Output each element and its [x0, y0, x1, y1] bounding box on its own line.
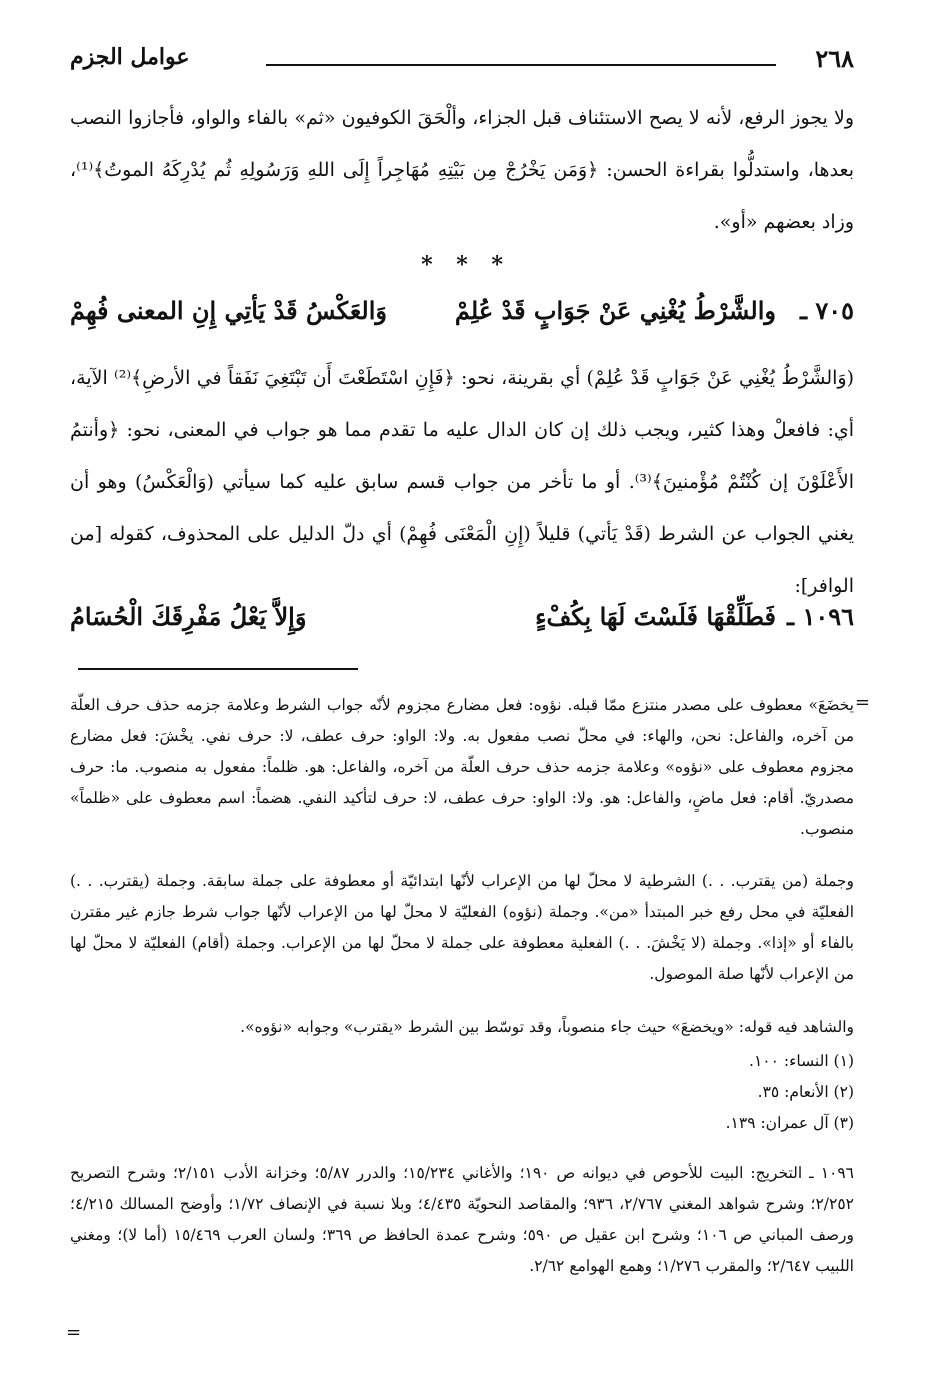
verse-hemistich-1: فَطَلِّقْهَا فَلَسْتَ لَهَا بِكُفْءٍ [535, 602, 776, 631]
verse-number: ١٠٩٦ ـ [787, 602, 854, 631]
header-rule [266, 64, 776, 66]
footnote-takhrij: ١٠٩٦ ـ التخريج: البيت للأحوص في ديوانه ص ١٩٠؛ والأغاني ١٥/٢٣٤؛ والدرر ٥/٨٧؛ وخزانة الأدب ٢/١٥١؛ وشرح التصريح ٢/٢٥٢؛ وشرح شواهد المغني ٢/٧٦٧، ٩٣٦؛ والمقاصد النحويّة ٤/٤٣٥؛ وبلا نسبة في الإنصاف ١/٧٢؛ وأوضح المسالك ٤/٢١٥؛ ورصف المباني ص ١٠٦؛ وشرح ابن عقيل ص ٥٩٠؛ وشرح عمدة الحافظ ص ٣٦٩؛ ولسان العرب ١٥/٤٦٩ (أما لا)؛ ومغني اللبيب ٢/٦٤٧؛ والمقرب ١/٢٧٦؛ وهمع الهوامع ٢/٦٢. [70, 1164, 855, 1275]
running-title: عوامل الجزم [70, 44, 190, 70]
verse-1096 [70, 602, 854, 646]
verse-hemistich-1: والشَّرْطُ يُغْنِي عَنْ جَوَابٍ قَدْ عُلِمْ [454, 296, 776, 325]
footnote-ref-2: (٢) الأنعام: ٣٥. [757, 1083, 854, 1101]
footnote-rule [78, 668, 358, 670]
verse-705 [70, 296, 854, 340]
top-paragraph: ولا يجوز الرفع، لأنه لا يصح الاستئناف قبل الجزاء، وألْحَقَ الكوفيون «ثم» بالفاء والواو، فأجازوا النصب بعدها، واستدلُّوا بقراءة الحسن: ﴿وَمَن يَخْرُجْ مِن بَيْتِهِ مُهَاجِراً إِلَى اللهِ وَرَسُولِهِ ثُم يُدْرِكَهُ الموتُ﴾⁽¹⁾، وزاد بعضهم «أو». [70, 107, 854, 233]
commentary-paragraph: (وَالشَّرْطُ يُغْنِي عَنْ جَوَابٍ قَدْ عُلِمْ) أي بقرينة، نحو: ﴿فَإِنِ اسْتَطَعْتَ أَن تَبْتَغِيَ نَفَقاً في الأرضِ﴾⁽²⁾ الآية، أي: فافعلْ وهذا كثير، ويجب ذلك إن كان الدال عليه ما تقدم مما هو جواب في المعنى، نحو: ﴿وأنتمُ الأَعْلَوْنَ إن كُنْتُمْ مُؤْمنينَ﴾⁽³⁾. أو ما تأخر من جواب قسم سابق عليه كما سيأتي (وَالْعَكْسُ) وهو أن يغني الجواب عن الشرط (قَدْ يَأتي) قليلاً (إِنِ الْمَعْنَى فُهِمْ) أي دلّ الدليل على المحذوف، كقوله [من الوافر]: [70, 367, 854, 597]
end-mark: = [66, 1322, 82, 1343]
footnote-witness: والشاهد فيه قوله: «ويخضعَ» حيث جاء منصوباً، وقد توسّط بين الشرط «يقترب» وجوابه «نؤوه». [240, 1018, 854, 1036]
footnote-sentences: وجملة (من يقترب. . .) الشرطية لا محلّ لها من الإعراب لأنّها ابتدائيّة أو معطوفة على جملة سابقة. وجملة (يقترب. . .) الفعليّة في محل رفع خبر المبتدأ «من». وجملة (نؤوه) الفعليّة لا محلّ لها من الإعراب لأنّها جواب شرط جازم غير مقترن بالفاء أو «إذا». وجملة (لا يَخْشَ. . .) الفعلية معطوفة على جملة لا محلّ لها من الإعراب. وجملة (أقام) الفعليّة لا محلّ لها من الإعراب لأنّها صلة الموصول. [70, 872, 854, 983]
continuation-mark: = [854, 692, 870, 713]
page-number: ٢٦٨ [815, 44, 854, 73]
footnote-analysis: يخضَعَ» معطوف على مصدر منتزع ممّا قبله. نؤوه: فعل مضارع مجزوم لأنّه جواب الشرط وعلامة جزمه حذف حرف العلّة من آخره، والفاعل: نحن، والهاء: في محلّ نصب مفعول به. ولا: الواو: حرف عطف، لا: حرف نفي. يخْشَ: فعل مضارع مجزوم معطوف على «نؤوه» وعلامة جزمه حذف حرف العلّة من آخره، والفاعل: هو. ظلماً: مفعول به منصوب. ما: حرف مصدريّ. أقام: فعل ماضٍ، والفاعل: هو. ولا: الواو: حرف عطف، لا: حرف لتأكيد النفي. هضماً: اسم معطوف على «ظلماً» منصوب. [70, 696, 854, 838]
verse-number: ٧٠٥ ـ [799, 296, 854, 325]
section-separator: * * * [421, 252, 511, 278]
footnote-ref-3: (٣) آل عمران: ١٣٩. [725, 1114, 854, 1132]
verse-hemistich-2: وَالعَكْسُ قَدْ يَأتِي إِنِ المعنى فُهِمْ [70, 296, 388, 325]
verse-hemistich-2: وَإِلاَّ يَعْلُ مَفْرِقَكَ الْحُسَامُ [70, 602, 307, 631]
footnote-refs [70, 1046, 854, 1139]
page-header [70, 44, 854, 84]
footnote-ref-1: (١) النساء: ١٠٠. [749, 1052, 854, 1070]
